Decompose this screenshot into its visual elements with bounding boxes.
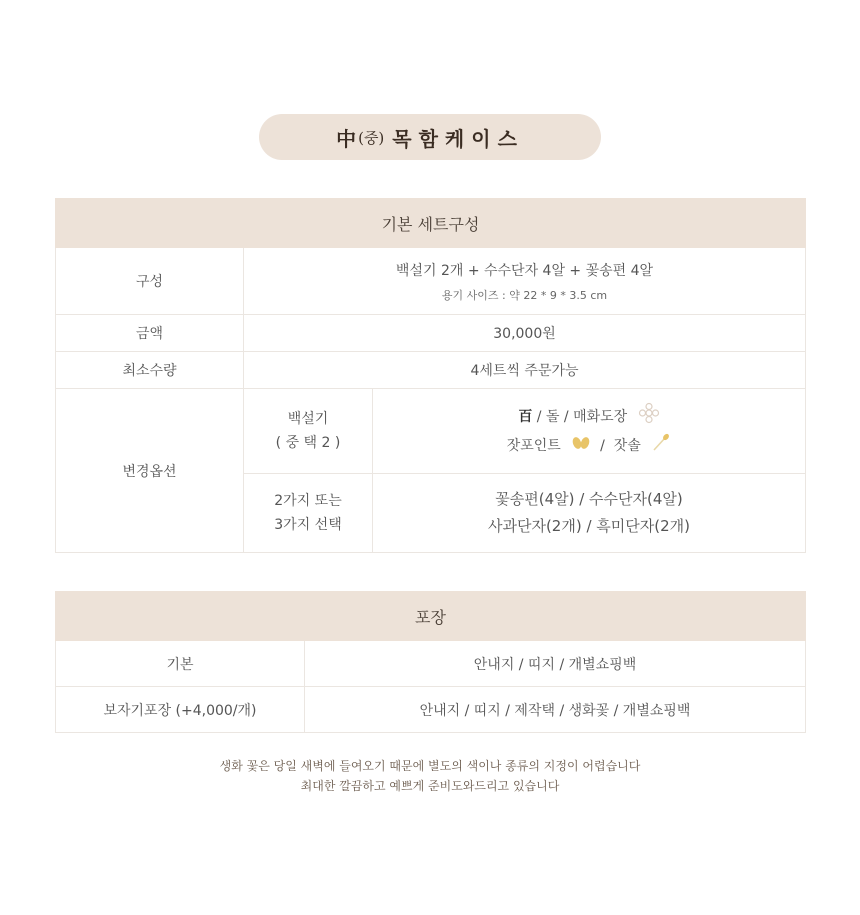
packaging-bojagi-value: 안내지 / 띠지 / 제작택 / 생화꽃 / 개별쇼핑백 (305, 687, 806, 733)
packaging-bojagi-label: 보자기포장 (+4,000/개) (56, 687, 305, 733)
danja-label-2: 3가지 선택 (274, 517, 342, 533)
notice-line-1: 생화 꽃은 당일 새벽에 들여오기 때문에 별도의 색이나 종류의 지정이 어렵습니다 (219, 759, 641, 773)
container-size: 용기 사이즈 : 약 22 * 9 * 3.5 cm (441, 288, 608, 302)
table-row (56, 641, 806, 687)
hundred-glyph: 百 (518, 409, 533, 425)
composition-label: 구성 (56, 248, 244, 315)
flower-stamp-icon (638, 402, 660, 432)
title-rest: 목함케이스 (392, 126, 524, 151)
composition-cell (244, 248, 806, 315)
pine-needle-text: 잣솔 (613, 438, 641, 454)
baekseolgi-option-values (373, 389, 806, 474)
danja-option-values (373, 474, 806, 553)
basic-set-header: 기본 세트구성 (56, 199, 806, 248)
pine-needle-icon (651, 432, 671, 460)
table-row (56, 248, 806, 315)
danja-label-1: 2가지 또는 (274, 493, 342, 509)
composition-value: 백설기 2개 + 수수단자 4알 + 꽃송편 4알 (395, 262, 654, 279)
price-value: 30,000원 (244, 315, 806, 352)
title-main: 中 (336, 126, 357, 151)
page-title (259, 114, 601, 160)
danja-option-label (244, 474, 373, 553)
title-paren: (중) (358, 128, 385, 147)
baekseolgi-choice: ( 중 택 2 ) (275, 435, 341, 451)
baekseolgi-option-label (244, 389, 373, 474)
separator: / (595, 438, 610, 454)
table-row (56, 389, 806, 474)
packaging-basic-label: 기본 (56, 641, 305, 687)
packaging-table (55, 591, 806, 733)
table-row (56, 352, 806, 389)
notice-line-2: 최대한 깔끔하고 예쁘게 준비도와드리고 있습니다 (300, 779, 560, 793)
price-label: 금액 (56, 315, 244, 352)
stamp-options-text: / 돌 / 매화도장 (532, 409, 628, 425)
danja-options-2: 사과단자(2개) / 흑미단자(2개) (488, 517, 690, 535)
baekseolgi-label: 백설기 (287, 411, 329, 427)
pine-nut-icon (571, 434, 591, 458)
min-qty-label: 최소수량 (56, 352, 244, 389)
packaging-basic-value: 안내지 / 띠지 / 개별쇼핑백 (305, 641, 806, 687)
pine-nut-point-text: 잣포인트 (506, 438, 561, 454)
options-label: 변경옵션 (56, 389, 244, 553)
basic-set-table (55, 198, 806, 553)
topping-options (373, 432, 805, 460)
danja-options-1: 꽃송편(4알) / 수수단자(4알) (495, 490, 683, 508)
packaging-header: 포장 (56, 592, 806, 641)
table-row (56, 315, 806, 352)
table-row (56, 687, 806, 733)
min-qty-value: 4세트씩 주문가능 (244, 352, 806, 389)
stamp-options (373, 402, 805, 432)
